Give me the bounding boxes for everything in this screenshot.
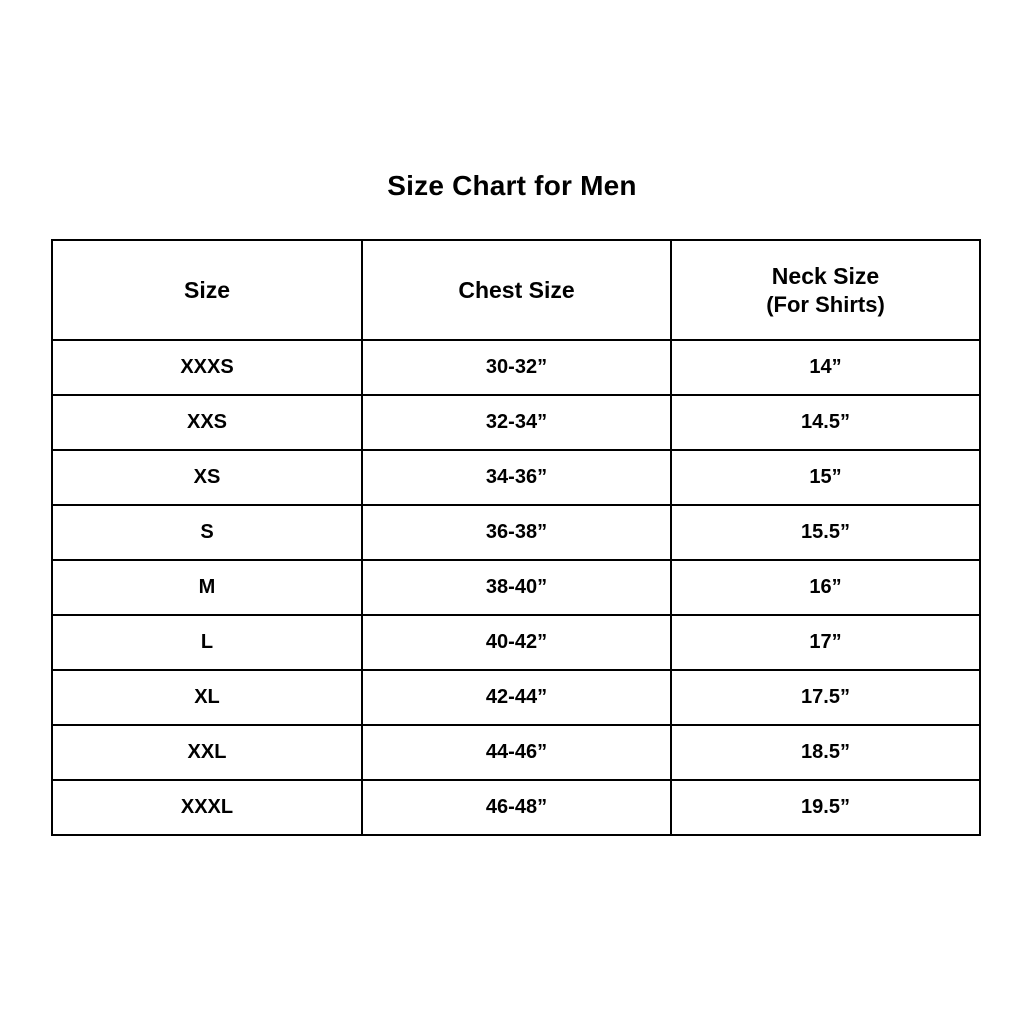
cell-chest: 40-42” (362, 615, 671, 670)
cell-neck: 16” (671, 560, 980, 615)
cell-chest: 44-46” (362, 725, 671, 780)
table-header (52, 240, 980, 340)
cell-chest: 30-32” (362, 340, 671, 395)
cell-size: L (52, 615, 362, 670)
size-chart-table (51, 239, 981, 836)
table-row (52, 340, 980, 395)
column-header-size (52, 240, 362, 340)
cell-neck: 15.5” (671, 505, 980, 560)
table-row (52, 615, 980, 670)
cell-chest: 36-38” (362, 505, 671, 560)
cell-size: XXXS (52, 340, 362, 395)
column-header-neck-label: Neck Size (771, 262, 880, 289)
table-row (52, 725, 980, 780)
cell-size: XXXL (52, 780, 362, 835)
cell-chest: 42-44” (362, 670, 671, 725)
cell-size: XS (52, 450, 362, 505)
cell-neck: 19.5” (671, 780, 980, 835)
column-header-chest (362, 240, 671, 340)
cell-size: S (52, 505, 362, 560)
cell-neck: 18.5” (671, 725, 980, 780)
page-title: Size Chart for Men (387, 170, 637, 201)
cell-size: XXS (52, 395, 362, 450)
table-row (52, 395, 980, 450)
cell-chest: 34-36” (362, 450, 671, 505)
column-header-chest-label: Chest Size (458, 276, 575, 303)
cell-neck: 17.5” (671, 670, 980, 725)
table-row (52, 450, 980, 505)
cell-neck: 14” (671, 340, 980, 395)
table-body (52, 340, 980, 835)
column-header-neck-sublabel: (For Shirts) (766, 291, 885, 317)
cell-chest: 46-48” (362, 780, 671, 835)
table-row (52, 560, 980, 615)
cell-size: XXL (52, 725, 362, 780)
table-row (52, 505, 980, 560)
table-header-row (52, 240, 980, 340)
table-row (52, 780, 980, 835)
cell-neck: 17” (671, 615, 980, 670)
cell-neck: 14.5” (671, 395, 980, 450)
cell-neck: 15” (671, 450, 980, 505)
table-row (52, 670, 980, 725)
cell-size: M (52, 560, 362, 615)
cell-chest: 32-34” (362, 395, 671, 450)
cell-chest: 38-40” (362, 560, 671, 615)
column-header-neck (671, 240, 980, 340)
column-header-size-label: Size (183, 276, 231, 303)
cell-size: XL (52, 670, 362, 725)
